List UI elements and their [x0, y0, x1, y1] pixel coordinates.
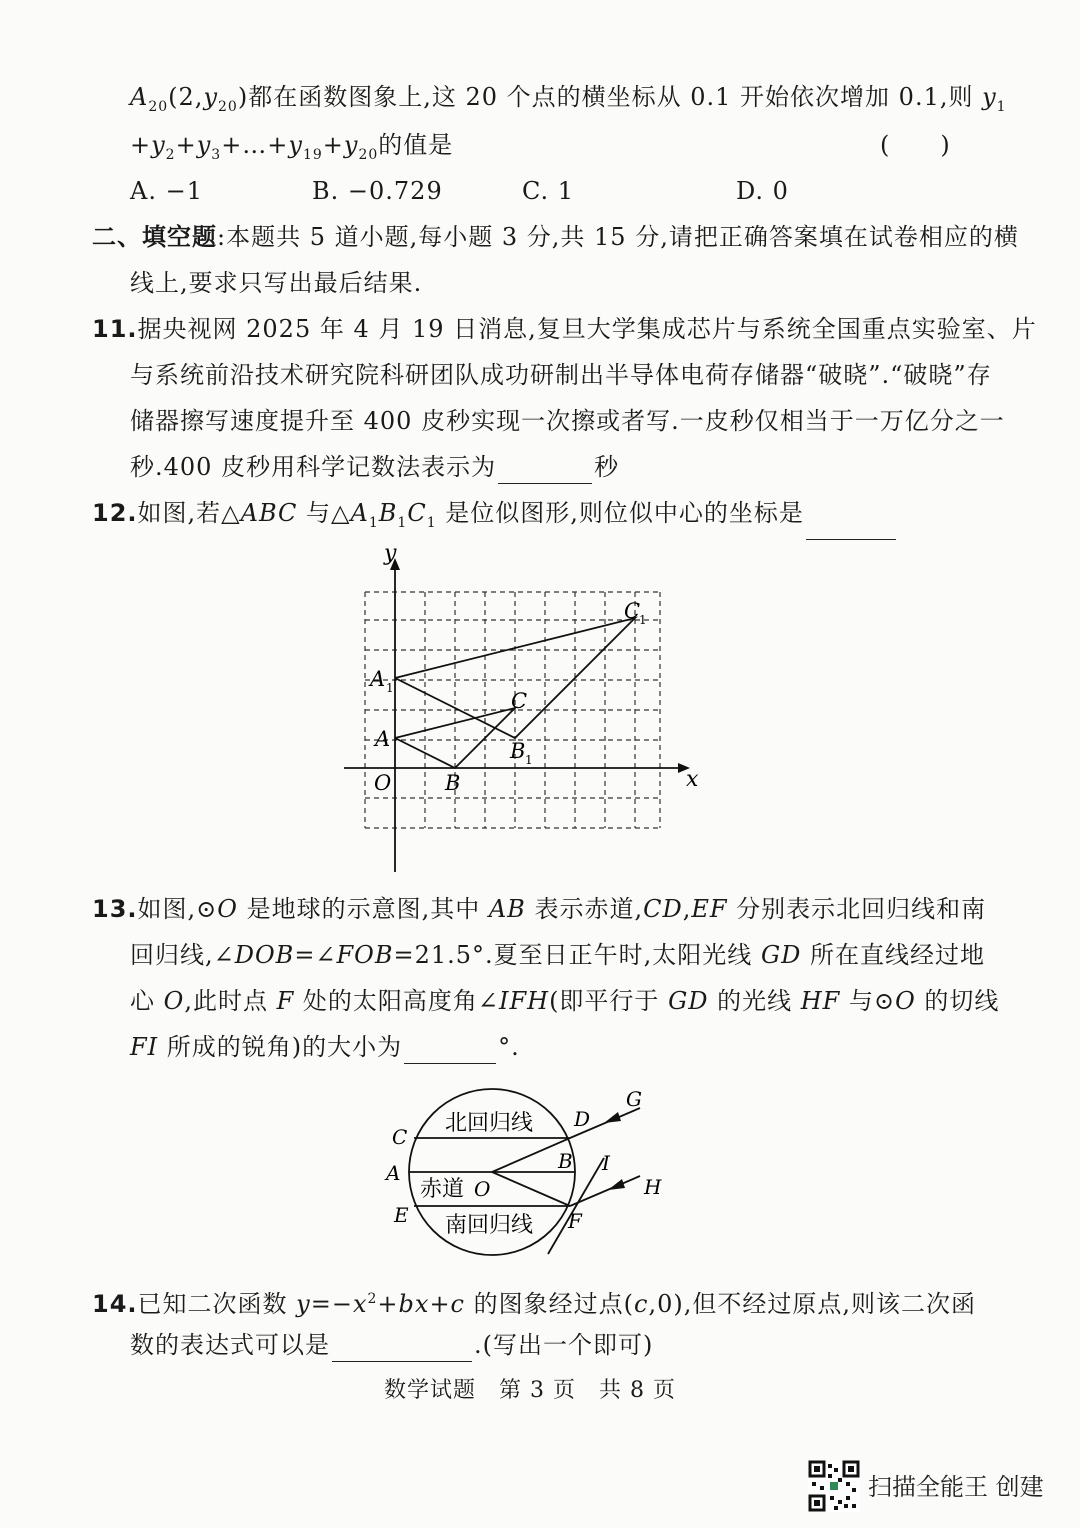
t: 1: [368, 514, 379, 531]
t: 与△: [297, 499, 351, 527]
qr-code-icon: [808, 1460, 860, 1512]
t: y: [343, 131, 359, 159]
t: ,此时点: [184, 987, 277, 1015]
t: +: [175, 131, 197, 159]
section2-line2: 线上,要求只写出最后结果.: [130, 269, 423, 297]
t: B: [378, 499, 398, 527]
q11-line3: 储器擦写速度提升至 400 皮秒实现一次擦或者写.一皮秒仅相当于一万亿分之一: [130, 407, 1005, 435]
t: (即平行于: [549, 987, 669, 1015]
q10-line2: [130, 128, 453, 172]
q11-text4b: 秒: [594, 453, 620, 481]
label-b: B: [558, 1149, 573, 1173]
label-c: C: [392, 1125, 408, 1149]
t: 2: [165, 146, 176, 163]
q13-earth-figure: [380, 1080, 670, 1260]
t: =∠: [294, 941, 337, 969]
q10-option-c: C. 1: [522, 177, 575, 205]
q10-option-b: B. −0.729: [312, 177, 443, 205]
t: 3: [211, 146, 222, 163]
q11-text1: 据央视网 2025 年 4 月 19 日消息,复旦大学集成芯片与系统全国重点实验室、片: [137, 315, 1037, 343]
section2-line1: [92, 220, 1019, 254]
q10-sub-1: 1: [996, 98, 1007, 115]
t: 是地球的示意图,其中: [237, 895, 489, 923]
point-a-label: A: [375, 727, 391, 751]
t: C: [407, 499, 427, 527]
q14-line1: [92, 1282, 976, 1321]
page-footer: 数学试题 第 3 页 共 8 页: [384, 1378, 676, 1403]
q13-line4: [130, 1030, 520, 1064]
t: y: [296, 1290, 311, 1318]
q10-option-a: A. −1: [130, 177, 203, 205]
t: 的光线: [708, 987, 801, 1015]
t: 19: [302, 146, 323, 163]
t: 数的表达式可以是: [130, 1331, 330, 1359]
t: ABC: [240, 499, 298, 527]
q10-sub-20a: 20: [148, 98, 169, 115]
q14-answer-blank[interactable]: [332, 1337, 472, 1362]
label-g: G: [626, 1087, 642, 1111]
label-e: E: [394, 1203, 409, 1227]
label-a: A: [386, 1161, 401, 1185]
t: A: [350, 499, 369, 527]
q13-answer-blank[interactable]: [404, 1039, 496, 1064]
t: 处的太阳高度角∠: [294, 987, 499, 1015]
label-d: D: [574, 1107, 591, 1131]
t: +: [322, 131, 344, 159]
q12-coordinate-figure: [330, 540, 710, 880]
ray-hf: [570, 1176, 640, 1206]
t: 如图,⊙: [137, 895, 218, 923]
t: 是位似图形,则位似中心的坐标是: [436, 499, 804, 527]
q10-option-d: D. 0: [736, 177, 789, 205]
point-c1-label: C: [624, 599, 641, 623]
q14-number: 14.: [92, 1290, 138, 1318]
t: 20: [358, 146, 379, 163]
q10-var-A: A: [130, 83, 149, 111]
t: x: [414, 1290, 430, 1318]
ray-gd-arrow-icon: [604, 1112, 621, 1123]
t: =21.5°.夏至日正午时,太阳光线: [393, 941, 761, 969]
t: 的切线: [915, 987, 1000, 1015]
t: .(写出一个即可): [474, 1331, 654, 1359]
label-o: O: [474, 1177, 491, 1201]
t: y: [288, 131, 303, 159]
ray-hf-arrow-icon: [608, 1179, 625, 1190]
t: c: [634, 1290, 649, 1318]
t: =−: [310, 1290, 353, 1318]
q11-answer-blank[interactable]: [498, 459, 592, 484]
t: 的值是: [378, 131, 454, 159]
q13-line2: [130, 938, 985, 972]
q12-line1: [92, 496, 898, 540]
t: y: [151, 131, 166, 159]
t: HF: [800, 987, 841, 1015]
q13-number: 13.: [92, 895, 138, 923]
t: DOB: [234, 941, 295, 969]
q10-line1: [130, 80, 1007, 124]
t: +: [429, 1290, 451, 1318]
t: +: [130, 131, 152, 159]
point-b1-label: B: [510, 739, 526, 763]
t: 已知二次函数: [137, 1290, 297, 1318]
section2-heading: 二、填空题: [92, 222, 217, 251]
t: O: [895, 987, 916, 1015]
t: EF: [691, 895, 728, 923]
point-a1-sub: 1: [386, 681, 394, 695]
q11-line2: 与系统前沿技术研究院科研团队成功研制出半导体电荷存储器“破晓”.“破晓”存: [130, 361, 992, 389]
t: 心: [130, 987, 164, 1015]
t: b: [398, 1290, 415, 1318]
t: x: [352, 1290, 368, 1318]
scanner-watermark: 扫描全能王 创建: [868, 1473, 1044, 1501]
q11-line1: [92, 312, 1037, 346]
origin-label: O: [374, 771, 392, 795]
t: ,: [682, 895, 692, 923]
point-b-label: B: [445, 771, 461, 795]
q10-text-b: )都在函数图象上,这 20 个点的横坐标从 0.1 开始依次增加 0.1,则: [237, 83, 983, 111]
q10-text-a: (2,: [168, 83, 204, 111]
q10-var-y1: y: [982, 83, 997, 111]
point-b1-sub: 1: [525, 753, 533, 767]
label-f: F: [568, 1209, 582, 1233]
t: 如图,若△: [137, 499, 241, 527]
t: 所成的锐角)的大小为: [158, 1033, 403, 1061]
point-c1-sub: 1: [639, 613, 647, 627]
line-of: [492, 1172, 570, 1206]
x-axis-label: x: [686, 767, 699, 792]
label-h: H: [644, 1175, 662, 1199]
t: 分别表示北回归线和南: [727, 895, 987, 923]
t: O: [217, 895, 238, 923]
label-i: I: [602, 1151, 610, 1175]
label-south-tropic: 南回归线: [445, 1213, 534, 1238]
q10-answer-paren: ( ): [880, 131, 951, 159]
point-a1-label: A: [370, 667, 386, 691]
t: 表示赤道,: [525, 895, 644, 923]
t: +…+: [221, 131, 289, 159]
q10-sub-20b: 20: [218, 98, 238, 115]
t: FOB: [336, 941, 394, 969]
t: 2: [367, 1291, 378, 1307]
t: CD: [643, 895, 683, 923]
q13-line1: [92, 892, 986, 926]
t: FI: [130, 1033, 159, 1061]
label-equator: 赤道: [420, 1177, 465, 1202]
q11-line4: [130, 450, 619, 484]
t: GD: [668, 987, 709, 1015]
q11-number: 11.: [92, 315, 138, 343]
t: GD: [760, 941, 802, 969]
t: c: [450, 1290, 465, 1318]
q14-line2: [130, 1328, 653, 1362]
t: 的图象经过点(: [465, 1290, 634, 1318]
t: O: [163, 987, 185, 1015]
t: 回归线,∠: [130, 941, 235, 969]
t: AB: [488, 895, 526, 923]
q12-number: 12.: [92, 499, 138, 527]
t: 与⊙: [840, 987, 896, 1015]
t: y: [196, 131, 212, 159]
t: 所在直线经过地: [801, 941, 985, 969]
y-axis-label: y: [384, 541, 397, 566]
label-north-tropic: 北回归线: [445, 1111, 534, 1136]
t: IFH: [499, 987, 550, 1015]
q11-text4a: 秒.400 皮秒用科学记数法表示为: [130, 453, 497, 481]
q13-line3: [130, 984, 999, 1018]
section2-text1: :本题共 5 道小题,每小题 3 分,共 15 分,请把正确答案填在试卷相应的横: [217, 223, 1019, 251]
t: 1: [426, 514, 437, 531]
t: ,0),但不经过原点,则该二次函: [648, 1290, 976, 1318]
q10-var-y: y: [203, 83, 218, 111]
t: 1: [397, 514, 408, 531]
point-c-label: C: [511, 689, 528, 713]
t: +: [377, 1290, 399, 1318]
q12-answer-blank[interactable]: [806, 515, 896, 540]
t: °.: [498, 1033, 520, 1061]
t: F: [276, 987, 295, 1015]
